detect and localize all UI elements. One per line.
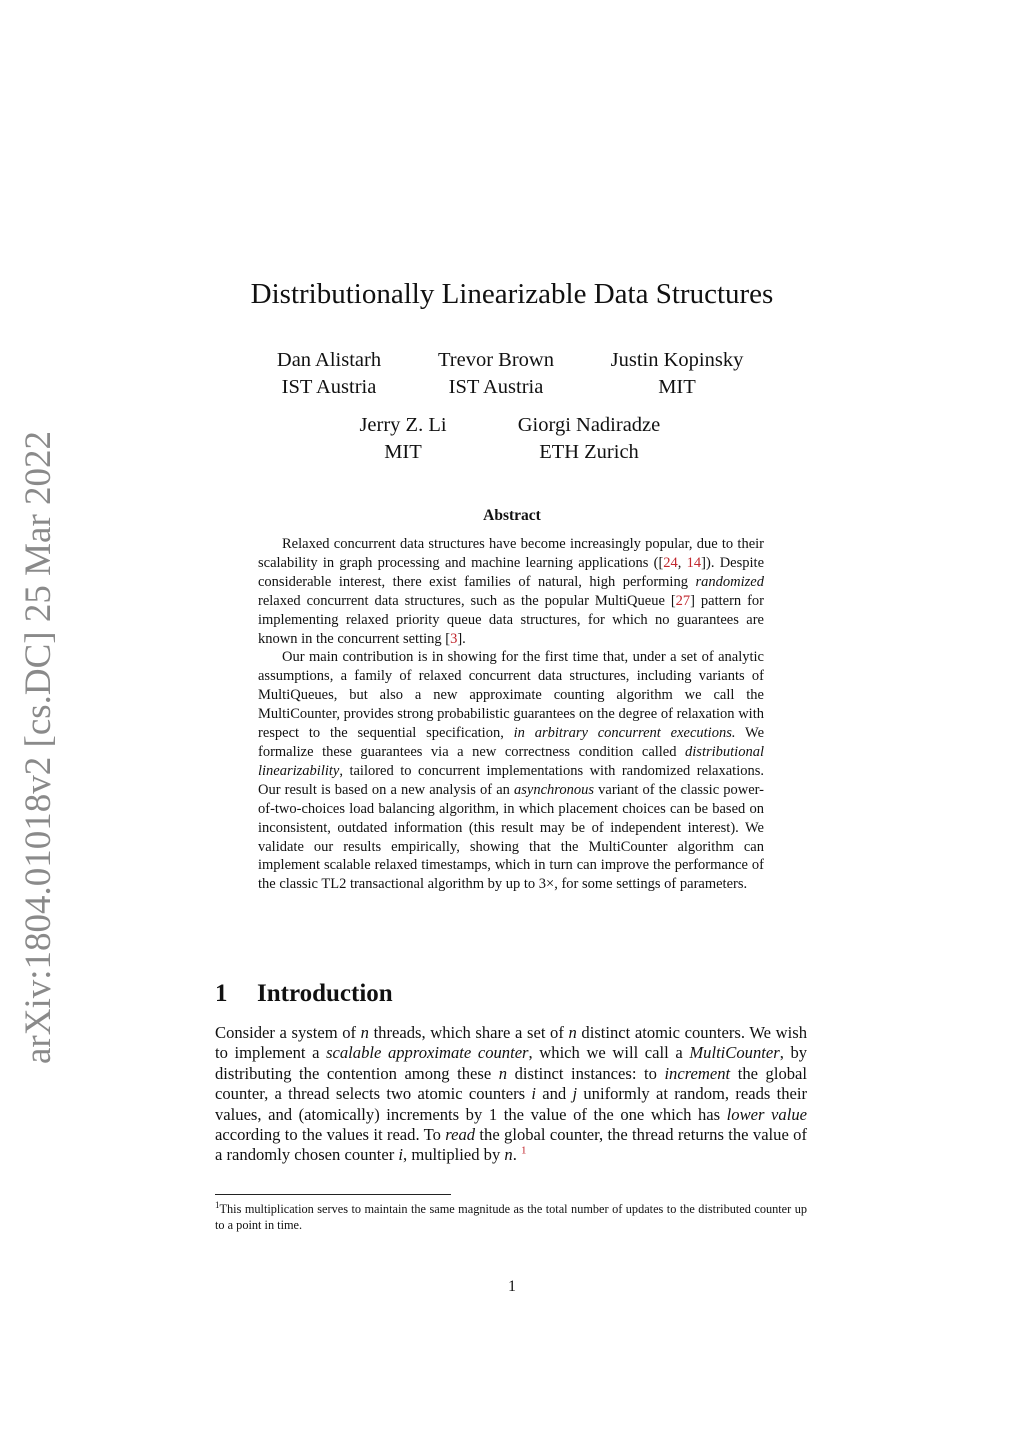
- abstract-heading: Abstract: [483, 507, 541, 524]
- author-block: [258, 347, 400, 401]
- author-affiliation: MIT: [658, 376, 696, 398]
- author-name: Giorgi Nadiradze: [517, 414, 661, 436]
- author-affiliation: ETH Zurich: [539, 441, 639, 463]
- footnote-divider: [215, 1194, 451, 1195]
- author-block: [505, 412, 673, 466]
- section-heading: [215, 980, 393, 1008]
- page-number: 1: [508, 1278, 516, 1295]
- author-name: Dan Alistarh: [276, 349, 382, 371]
- section-number: 1: [215, 980, 228, 1007]
- author-affiliation: IST Austria: [281, 376, 377, 398]
- author-name: Trevor Brown: [438, 349, 554, 371]
- arxiv-identifier-stamp: [17, 430, 61, 1065]
- author-name: Justin Kopinsky: [610, 349, 744, 371]
- citation-link[interactable]: 24: [663, 554, 678, 571]
- author-block: [426, 347, 566, 401]
- abstract-paragraph: Our main contribution is in showing for the first time that, under a set of analytic assumptions, a family of relaxed concurrent data structures, including variants of MultiQueues, but also a new approximate counting algorithm we call the MultiCounter, provides strong probabilistic guarantees on the degree of relaxation with respect to the sequential specification, in arbitrary concurrent executions. We formalize these guarantees via a new correctness condition called distributional linearizability, tailored to concurrent implementations with randomized relaxations. Our result is based on a new analysis of an asynchronous variant of the classic power-of-two-choices load balancing algorithm, in which placement choices can be based on inconsistent, outdated information (this result may be of independent interest). We validate our results empirically, showing that the MultiCounter algorithm can implement scalable relaxed timestamps, which in turn can improve the performance of the classic TL2 transactional algorithm by up to 3×, for some settings of parameters.: [258, 649, 765, 893]
- citation-link[interactable]: 14: [686, 554, 702, 571]
- citation-link[interactable]: 27: [675, 592, 691, 609]
- footnote: [215, 1201, 807, 1233]
- section-title: Introduction: [257, 980, 393, 1007]
- citation-link[interactable]: 3: [450, 630, 458, 647]
- author-affiliation: MIT: [384, 441, 422, 463]
- author-block: [598, 347, 756, 401]
- footnote-text: This multiplication serves to maintain the same magnitude as the total number of updates to the distributed counter up to a point in time.: [215, 1202, 807, 1232]
- introduction-paragraph: Consider a system of n threads, which share a set of n distinct atomic counters. We wish to implement a scalable approximate counter, which we will call a MultiCounter, by distributing the contention among these n distinct instances: to increment the global counter, a thread selects two atomic counters i and j uniformly at random, reads their values, and (atomically) increments by 1 the value of the one which has lower value according to the values it read. To read the global counter, the thread returns the value of a randomly chosen counter i, multiplied by n. $^1$: [215, 1023, 808, 1165]
- author-name: Jerry Z. Li: [359, 414, 447, 436]
- abstract-body: [258, 535, 764, 894]
- footnote-link[interactable]: 1: [521, 1144, 527, 1157]
- author-block: [344, 412, 462, 466]
- paper-title: Distributionally Linearizable Data Structures: [250, 278, 774, 310]
- author-affiliation: IST Austria: [448, 376, 544, 398]
- arxiv-identifier-text: arXiv:1804.01018v2 [cs.DC] 25 Mar 2022: [18, 430, 60, 1065]
- abstract-paragraph: Relaxed concurrent data structures have become increasingly popular, due to their scalability in graph processing and machine learning applications ([24, 14]). Despite considerable interest, there exist families of natural, high performing randomized relaxed concurrent data structures, such as the popular MultiQueue [27] pattern for implementing relaxed priority queue data structures, for which no guarantees are known in the concurrent setting [3].: [258, 536, 765, 647]
- footnote-mark: 1: [215, 1199, 220, 1210]
